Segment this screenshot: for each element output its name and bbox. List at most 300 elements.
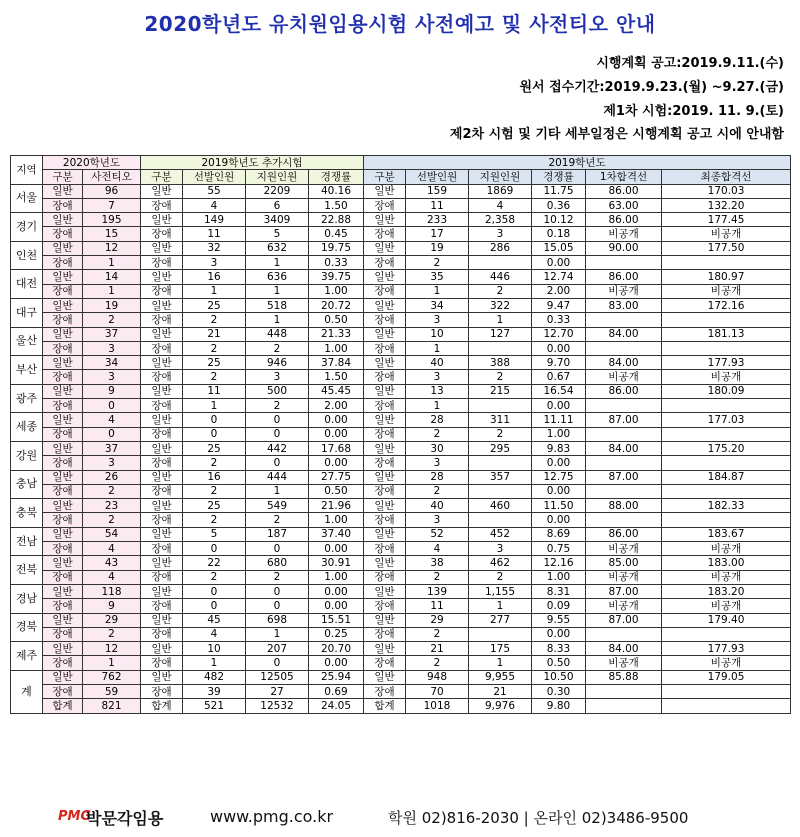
table-cell: 55	[183, 184, 246, 198]
table-cell: 0.33	[532, 313, 586, 327]
group-header-2019: 2019학년도	[364, 156, 791, 170]
table-cell: 2	[246, 513, 309, 527]
table-cell: 0.00	[309, 413, 364, 427]
table-cell: 29	[83, 613, 141, 627]
table-cell: 1	[246, 313, 309, 327]
table-cell: 장애	[364, 570, 406, 584]
column-header: 선발인원	[406, 170, 469, 184]
table-cell	[662, 313, 791, 327]
table-cell: 118	[83, 584, 141, 598]
table-cell: 비공개	[586, 656, 662, 670]
table-cell: 11	[183, 384, 246, 398]
table-cell: 87.00	[586, 470, 662, 484]
application-period: 원서 접수기간:2019.9.23.(월) ~9.27.(금)	[519, 80, 784, 95]
table-cell: 1	[246, 284, 309, 298]
table-cell: 4	[406, 542, 469, 556]
table-cell: 일반	[141, 642, 183, 656]
table-cell: 일반	[364, 613, 406, 627]
table-row	[11, 356, 791, 370]
table-cell: 3	[406, 313, 469, 327]
table-cell: 장애	[364, 341, 406, 355]
table-cell: 12.75	[532, 470, 586, 484]
table-row	[11, 270, 791, 284]
table-cell: 16	[183, 270, 246, 284]
table-cell: 0.36	[532, 198, 586, 212]
table-cell: 2	[83, 513, 141, 527]
table-cell: 일반	[43, 413, 83, 427]
table-cell: 장애	[43, 313, 83, 327]
table-cell: 29	[406, 613, 469, 627]
table-cell: 2	[183, 456, 246, 470]
table-cell: 0	[246, 584, 309, 598]
table-cell: 10	[183, 642, 246, 656]
table-cell: 177.45	[662, 213, 791, 227]
table-cell: 37.40	[309, 527, 364, 541]
table-cell: 1.00	[532, 570, 586, 584]
region-cell: 강원	[11, 441, 43, 470]
table-cell: 1	[83, 656, 141, 670]
table-cell: 장애	[364, 542, 406, 556]
table-cell: 일반	[141, 327, 183, 341]
footer	[0, 806, 800, 830]
table-cell: 215	[469, 384, 532, 398]
table-cell: 21.33	[309, 327, 364, 341]
table-cell: 비공개	[662, 570, 791, 584]
table-cell: 0	[183, 584, 246, 598]
table-cell: 2	[183, 513, 246, 527]
table-cell: 195	[83, 213, 141, 227]
table-cell	[662, 627, 791, 641]
region-cell: 경북	[11, 613, 43, 642]
table-cell: 2	[246, 341, 309, 355]
table-cell: 장애	[43, 341, 83, 355]
column-header: 구분	[141, 170, 183, 184]
table-cell: 4	[183, 198, 246, 212]
table-cell: 비공개	[586, 599, 662, 613]
table-cell: 9,955	[469, 670, 532, 684]
table-cell: 17.68	[309, 441, 364, 455]
table-cell: 40	[406, 499, 469, 513]
table-cell: 2	[406, 570, 469, 584]
table-cell: 0	[183, 542, 246, 556]
table-cell: 15.51	[309, 613, 364, 627]
table-cell: 149	[183, 213, 246, 227]
table-cell: 8.69	[532, 527, 586, 541]
table-cell: 85.00	[586, 556, 662, 570]
table-cell: 0.75	[532, 542, 586, 556]
table-cell: 일반	[364, 413, 406, 427]
table-cell: 632	[246, 241, 309, 255]
table-row	[11, 241, 791, 255]
table-cell: 일반	[141, 241, 183, 255]
table-cell: 4	[83, 542, 141, 556]
table-cell	[586, 427, 662, 441]
table-cell: 0.33	[309, 256, 364, 270]
table-cell: 일반	[43, 184, 83, 198]
table-cell: 698	[246, 613, 309, 627]
table-cell: 2	[469, 370, 532, 384]
table-cell: 장애	[43, 542, 83, 556]
table-cell: 17	[406, 227, 469, 241]
table-cell: 21	[406, 642, 469, 656]
table-cell: 2	[183, 313, 246, 327]
table-cell: 0	[183, 413, 246, 427]
first-exam-date: 제1차 시험:2019. 11. 9.(토)	[603, 104, 784, 119]
page-title: 2020학년도 유치원임용시험 사전예고 및 사전티오 안내	[144, 12, 656, 36]
table-cell: 일반	[43, 642, 83, 656]
table-cell: 일반	[141, 298, 183, 312]
table-cell	[586, 627, 662, 641]
region-cell: 경기	[11, 213, 43, 242]
table-cell: 90.00	[586, 241, 662, 255]
table-cell: 2	[183, 370, 246, 384]
table-cell: 0.50	[532, 656, 586, 670]
table-cell: 27.75	[309, 470, 364, 484]
table-cell: 1.00	[309, 341, 364, 355]
table-cell: 장애	[364, 370, 406, 384]
table-cell: 184.87	[662, 470, 791, 484]
table-cell: 비공개	[662, 284, 791, 298]
table-cell: 181.13	[662, 327, 791, 341]
table-row	[11, 556, 791, 570]
table-row	[11, 327, 791, 341]
table-cell: 장애	[141, 627, 183, 641]
table-cell: 0.00	[309, 656, 364, 670]
region-cell: 계	[11, 670, 43, 713]
table-cell: 521	[183, 699, 246, 713]
table-cell: 0.50	[309, 313, 364, 327]
table-cell	[662, 484, 791, 498]
table-row	[11, 670, 791, 684]
table-cell: 20.70	[309, 642, 364, 656]
table-cell: 63.00	[586, 198, 662, 212]
table-cell	[662, 256, 791, 270]
table-cell: 357	[469, 470, 532, 484]
table-cell: 1.00	[309, 570, 364, 584]
table-row	[11, 470, 791, 484]
table-row	[11, 213, 791, 227]
table-cell: 21	[183, 327, 246, 341]
table-cell: 1.00	[309, 513, 364, 527]
table-cell: 일반	[43, 613, 83, 627]
table-cell: 19.75	[309, 241, 364, 255]
table-cell: 180.97	[662, 270, 791, 284]
contact-phones: 학원 02)816-2030 | 온라인 02)3486-9500	[388, 809, 689, 827]
table-row	[11, 341, 791, 355]
table-cell: 40	[406, 356, 469, 370]
table-cell	[586, 399, 662, 413]
table-cell: 19	[83, 298, 141, 312]
table-cell: 1	[183, 284, 246, 298]
table-cell: 비공개	[586, 370, 662, 384]
table-cell: 0	[83, 399, 141, 413]
table-cell: 170.03	[662, 184, 791, 198]
table-cell: 장애	[141, 684, 183, 698]
table-cell: 37.84	[309, 356, 364, 370]
table-cell: 0.45	[309, 227, 364, 241]
table-cell: 0.00	[532, 484, 586, 498]
table-cell	[586, 484, 662, 498]
table-cell: 3	[83, 341, 141, 355]
table-cell: 일반	[364, 270, 406, 284]
table-cell: 2	[406, 427, 469, 441]
table-cell: 86.00	[586, 384, 662, 398]
table-cell: 11.50	[532, 499, 586, 513]
table-cell: 22	[183, 556, 246, 570]
table-cell: 4	[83, 570, 141, 584]
table-cell: 일반	[43, 441, 83, 455]
table-cell: 장애	[364, 656, 406, 670]
table-cell: 23	[83, 499, 141, 513]
table-cell: 680	[246, 556, 309, 570]
table-cell: 13	[406, 384, 469, 398]
table-cell: 비공개	[662, 542, 791, 556]
table-cell: 12	[83, 642, 141, 656]
table-cell: 87.00	[586, 413, 662, 427]
table-cell	[469, 627, 532, 641]
table-cell: 452	[469, 527, 532, 541]
table-cell: 30	[406, 441, 469, 455]
website-url[interactable]: www.pmg.co.kr	[210, 807, 334, 826]
table-cell: 32	[183, 241, 246, 255]
table-cell: 88.00	[586, 499, 662, 513]
column-header: 지원인원	[469, 170, 532, 184]
table-cell: 0.25	[309, 627, 364, 641]
table-cell	[586, 341, 662, 355]
table-cell	[662, 513, 791, 527]
table-cell: 일반	[141, 413, 183, 427]
table-cell: 일반	[364, 441, 406, 455]
table-cell: 장애	[43, 599, 83, 613]
table-cell: 86.00	[586, 270, 662, 284]
table-cell: 84.00	[586, 356, 662, 370]
table-row	[11, 484, 791, 498]
table-cell: 0.67	[532, 370, 586, 384]
table-cell: 장애	[364, 599, 406, 613]
table-cell: 518	[246, 298, 309, 312]
table-cell: 일반	[141, 499, 183, 513]
table-cell: 1018	[406, 699, 469, 713]
table-cell: 비공개	[586, 227, 662, 241]
table-cell: 448	[246, 327, 309, 341]
table-cell: 444	[246, 470, 309, 484]
table-cell: 86.00	[586, 213, 662, 227]
table-cell: 일반	[43, 670, 83, 684]
table-cell: 177.50	[662, 241, 791, 255]
table-cell: 장애	[43, 513, 83, 527]
region-cell: 부산	[11, 356, 43, 385]
table-cell: 549	[246, 499, 309, 513]
table-cell: 0.00	[309, 456, 364, 470]
table-cell: 장애	[141, 399, 183, 413]
table-cell: 3409	[246, 213, 309, 227]
table-cell: 장애	[43, 370, 83, 384]
table-cell: 장애	[43, 684, 83, 698]
table-cell: 일반	[43, 356, 83, 370]
table-row	[11, 642, 791, 656]
table-cell: 7	[83, 198, 141, 212]
table-cell: 1	[83, 284, 141, 298]
table-cell: 84.00	[586, 441, 662, 455]
table-cell: 2	[469, 570, 532, 584]
table-row	[11, 284, 791, 298]
table-cell: 233	[406, 213, 469, 227]
table-cell: 장애	[43, 227, 83, 241]
table-cell: 12.70	[532, 327, 586, 341]
table-cell: 장애	[141, 341, 183, 355]
table-cell: 11	[406, 599, 469, 613]
table-cell: 일반	[141, 556, 183, 570]
table-cell: 0	[246, 427, 309, 441]
region-cell: 전남	[11, 527, 43, 556]
table-cell: 1.00	[309, 284, 364, 298]
table-cell: 장애	[364, 513, 406, 527]
table-cell: 25	[183, 298, 246, 312]
table-cell: 19	[406, 241, 469, 255]
table-cell	[662, 456, 791, 470]
table-cell: 일반	[364, 556, 406, 570]
table-cell: 일반	[141, 470, 183, 484]
table-cell: 175.20	[662, 441, 791, 455]
pmg-logo: PMG	[58, 809, 92, 824]
table-cell	[662, 684, 791, 698]
table-cell: 3	[469, 542, 532, 556]
table-cell: 1.50	[309, 198, 364, 212]
column-header: 구분	[364, 170, 406, 184]
table-cell: 0.00	[532, 627, 586, 641]
table-cell: 장애	[43, 656, 83, 670]
table-cell: 182.33	[662, 499, 791, 513]
table-row	[11, 542, 791, 556]
table-row	[11, 399, 791, 413]
table-cell: 0	[246, 542, 309, 556]
table-cell: 6	[246, 198, 309, 212]
table-cell: 86.00	[586, 527, 662, 541]
table-cell: 1.00	[532, 427, 586, 441]
table-cell: 16	[183, 470, 246, 484]
table-cell: 일반	[43, 327, 83, 341]
table-cell: 일반	[364, 642, 406, 656]
column-header: 최종합격선	[662, 170, 791, 184]
table-cell	[469, 399, 532, 413]
table-cell: 28	[406, 470, 469, 484]
table-cell: 장애	[364, 627, 406, 641]
table-cell: 2	[406, 627, 469, 641]
table-row	[11, 298, 791, 312]
table-cell: 177.93	[662, 642, 791, 656]
table-cell: 0.00	[309, 542, 364, 556]
second-exam-notice: 제2차 시험 및 기타 세부일정은 시행계획 공고 시에 안내함	[449, 127, 784, 142]
table-cell: 27	[246, 684, 309, 698]
table-cell: 0.00	[532, 513, 586, 527]
table-cell: 45.45	[309, 384, 364, 398]
column-header: 구분	[43, 170, 83, 184]
table-cell: 1	[83, 256, 141, 270]
table-cell: 70	[406, 684, 469, 698]
table-cell: 5	[183, 527, 246, 541]
table-cell: 일반	[364, 356, 406, 370]
table-cell: 장애	[43, 456, 83, 470]
table-cell: 2.00	[309, 399, 364, 413]
table-cell: 일반	[43, 499, 83, 513]
table-cell	[662, 341, 791, 355]
table-cell: 일반	[43, 470, 83, 484]
table-cell: 9.47	[532, 298, 586, 312]
table-row	[11, 413, 791, 427]
table-cell: 139	[406, 584, 469, 598]
table-cell: 장애	[141, 284, 183, 298]
table-cell: 비공개	[586, 284, 662, 298]
table-cell: 12505	[246, 670, 309, 684]
table-cell: 21	[469, 684, 532, 698]
table-cell: 34	[83, 356, 141, 370]
table-cell: 311	[469, 413, 532, 427]
table-cell: 장애	[364, 484, 406, 498]
table-cell	[469, 256, 532, 270]
table-cell: 비공개	[586, 570, 662, 584]
table-cell: 일반	[43, 384, 83, 398]
table-cell: 0.00	[532, 456, 586, 470]
table-row	[11, 599, 791, 613]
table-cell: 일반	[43, 584, 83, 598]
table-cell: 일반	[141, 527, 183, 541]
table-cell: 9,976	[469, 699, 532, 713]
table-cell: 2	[183, 484, 246, 498]
table-cell: 39	[183, 684, 246, 698]
table-cell: 183.67	[662, 527, 791, 541]
table-cell: 40.16	[309, 184, 364, 198]
table-cell: 9.70	[532, 356, 586, 370]
table-cell: 87.00	[586, 613, 662, 627]
table-cell: 25	[183, 499, 246, 513]
table-cell: 26	[83, 470, 141, 484]
table-cell	[469, 341, 532, 355]
table-cell: 54	[83, 527, 141, 541]
table-cell: 2	[83, 627, 141, 641]
table-cell: 25	[183, 441, 246, 455]
table-cell: 장애	[141, 570, 183, 584]
table-cell: 일반	[141, 356, 183, 370]
table-cell: 장애	[43, 570, 83, 584]
region-cell: 충남	[11, 470, 43, 499]
table-cell: 4	[183, 627, 246, 641]
table-cell: 11	[406, 198, 469, 212]
table-row	[11, 198, 791, 212]
table-cell: 1	[406, 341, 469, 355]
table-cell: 1	[246, 627, 309, 641]
table-cell: 0.09	[532, 599, 586, 613]
table-cell: 83.00	[586, 298, 662, 312]
table-cell: 0.18	[532, 227, 586, 241]
table-cell: 187	[246, 527, 309, 541]
table-cell: 35	[406, 270, 469, 284]
table-cell: 286	[469, 241, 532, 255]
table-cell: 장애	[141, 513, 183, 527]
table-cell: 장애	[364, 227, 406, 241]
table-cell: 460	[469, 499, 532, 513]
table-cell: 0.69	[309, 684, 364, 698]
table-cell: 11.11	[532, 413, 586, 427]
table-cell: 948	[406, 670, 469, 684]
table-row	[11, 227, 791, 241]
table-cell: 0.00	[309, 599, 364, 613]
table-cell: 24.05	[309, 699, 364, 713]
table-cell: 2	[83, 313, 141, 327]
table-cell	[586, 684, 662, 698]
column-header: 사전티오	[83, 170, 141, 184]
region-cell: 세종	[11, 413, 43, 442]
region-cell: 충북	[11, 499, 43, 528]
